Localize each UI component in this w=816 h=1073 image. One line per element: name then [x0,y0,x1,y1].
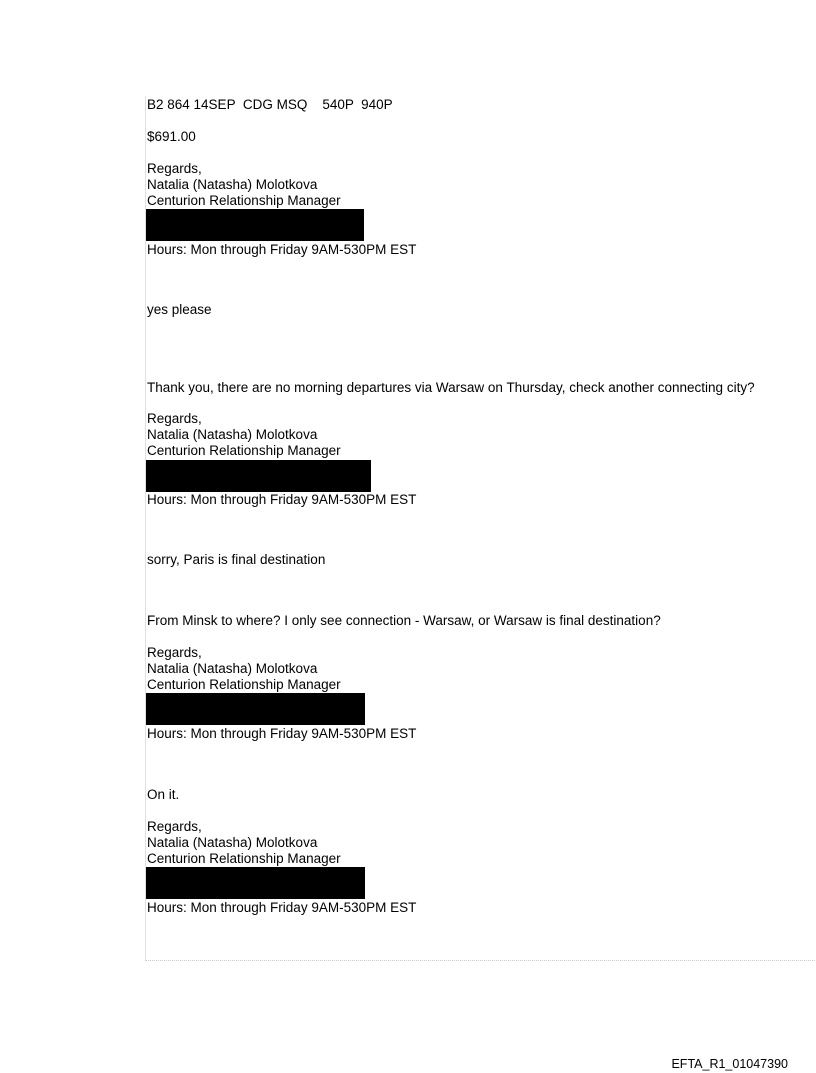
signature-closing: Regards, [147,411,202,426]
signature-hours: Hours: Mon through Friday 9AM-530PM EST [147,242,417,257]
message-question-minsk: From Minsk to where? I only see connection - Warsaw, or Warsaw is final destination? [147,613,661,628]
signature-hours: Hours: Mon through Friday 9AM-530PM EST [147,900,417,915]
signature-closing: Regards, [147,819,202,834]
message-reply-yes: yes please [147,302,212,317]
signature-closing: Regards, [147,645,202,660]
signature-closing: Regards, [147,161,202,176]
fare-price: $691.00 [147,129,196,144]
signature-title: Centurion Relationship Manager [147,851,341,866]
redaction-block [146,460,371,492]
signature-name: Natalia (Natasha) Molotkova [147,177,318,192]
flight-itinerary-line: B2 864 14SEP CDG MSQ 540P 940P [147,97,393,112]
signature-name: Natalia (Natasha) Molotkova [147,835,318,850]
message-no-morning-departures: Thank you, there are no morning departures via Warsaw on Thursday, check another connecting city? [147,380,755,395]
signature-name: Natalia (Natasha) Molotkova [147,427,318,442]
redaction-block [146,867,365,899]
signature-title: Centurion Relationship Manager [147,193,341,208]
signature-hours: Hours: Mon through Friday 9AM-530PM EST [147,492,417,507]
message-on-it: On it. [147,787,180,802]
signature-title: Centurion Relationship Manager [147,677,341,692]
redaction-block [146,693,365,725]
signature-title: Centurion Relationship Manager [147,443,341,458]
document-id: EFTA_R1_01047390 [671,1057,788,1071]
signature-hours: Hours: Mon through Friday 9AM-530PM EST [147,726,417,741]
message-reply-paris: sorry, Paris is final destination [147,552,326,567]
redaction-block [146,209,364,241]
signature-name: Natalia (Natasha) Molotkova [147,661,318,676]
